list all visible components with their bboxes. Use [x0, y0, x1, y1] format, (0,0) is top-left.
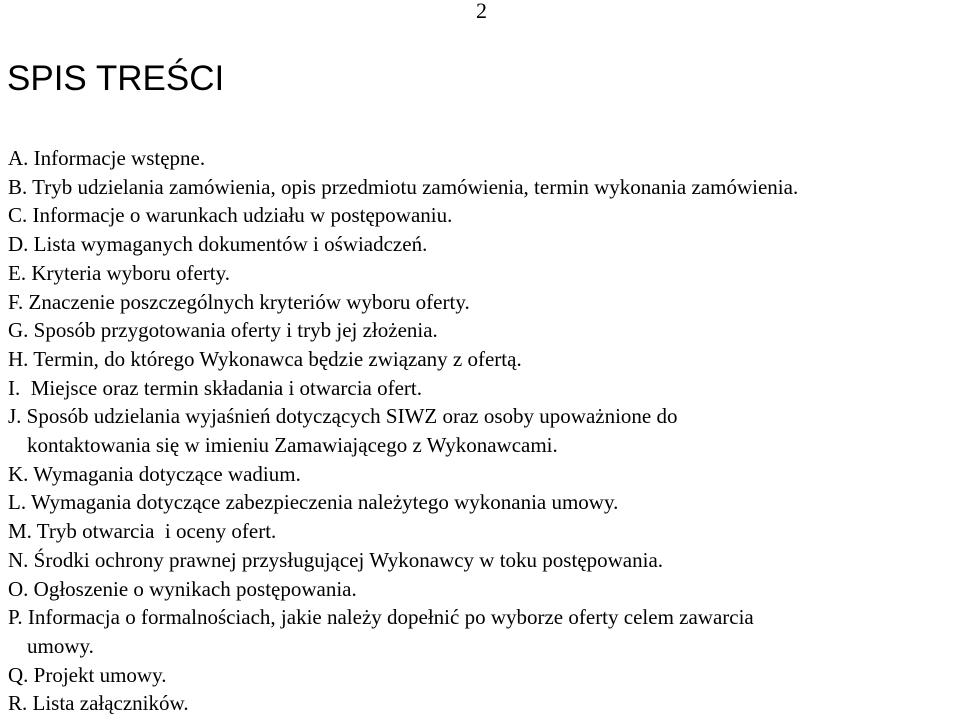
toc-item-continuation: kontaktowania się w imieniu Zamawiającego z Wykonawcami.: [27, 433, 558, 458]
toc-item-g: [8, 316, 798, 345]
toc-item-d: [8, 230, 798, 259]
toc-item-j: [8, 402, 798, 459]
toc-item-text: C. Informacje o warunkach udziału w postępowaniu.: [8, 203, 453, 228]
toc-item-text: E. Kryteria wyboru oferty.: [8, 260, 230, 285]
toc-item-text: O. Ogłoszenie o wynikach postępowania.: [8, 576, 357, 601]
toc-item-text: G. Sposób przygotowania oferty i tryb jej złożenia.: [8, 318, 438, 343]
toc-item-text: K. Wymagania dotyczące wadium.: [8, 461, 301, 486]
toc-item-text: Q. Projekt umowy.: [8, 662, 167, 687]
toc-item-text: I. Miejsce oraz termin składania i otwarcia ofert.: [8, 375, 422, 400]
toc-item-n: [8, 546, 798, 575]
toc-item-text: F. Znaczenie poszczególnych kryteriów wyboru oferty.: [8, 289, 470, 314]
toc-item-continuation: umowy.: [27, 633, 94, 658]
toc-item-e: [8, 259, 798, 288]
toc-item-r: [8, 689, 798, 718]
toc-item-a: [8, 144, 798, 173]
toc-item-k: [8, 460, 798, 489]
toc-item-text: B. Tryb udzielania zamówienia, opis przedmiotu zamówienia, termin wykonania zamówienia.: [8, 174, 799, 199]
page-title: SPIS TREŚCI: [7, 59, 225, 98]
toc-item-text: N. Środki ochrony prawnej przysługującej Wykonawcy w toku postępowania.: [8, 547, 664, 572]
toc-item-text: M. Tryb otwarcia i oceny ofert.: [8, 519, 277, 544]
toc-item-h: [8, 345, 798, 374]
toc-item-q: [8, 661, 798, 690]
toc-item-text: P. Informacja o formalnościach, jakie należy dopełnić po wyborze oferty celem zawarcia: [8, 605, 754, 630]
page-number: 2: [476, 0, 487, 23]
toc-item-text: H. Termin, do którego Wykonawca będzie związany z ofertą.: [8, 346, 522, 371]
toc-item-b: [8, 173, 798, 202]
toc-item-c: [8, 201, 798, 230]
toc-item-l: [8, 488, 798, 517]
table-of-contents: [8, 144, 798, 718]
toc-item-p: [8, 603, 798, 660]
toc-item-text: J. Sposób udzielania wyjaśnień dotyczących SIWZ oraz osoby upoważnione do: [8, 404, 678, 429]
toc-item-o: [8, 575, 798, 604]
toc-item-text: L. Wymagania dotyczące zabezpieczenia należytego wykonania umowy.: [8, 490, 619, 515]
toc-item-text: A. Informacje wstępne.: [8, 146, 206, 170]
toc-item-f: [8, 288, 798, 317]
toc-item-m: [8, 517, 798, 546]
toc-item-i: [8, 374, 798, 403]
toc-item-text: R. Lista załączników.: [8, 691, 189, 716]
toc-item-text: D. Lista wymaganych dokumentów i oświadczeń.: [8, 232, 428, 257]
